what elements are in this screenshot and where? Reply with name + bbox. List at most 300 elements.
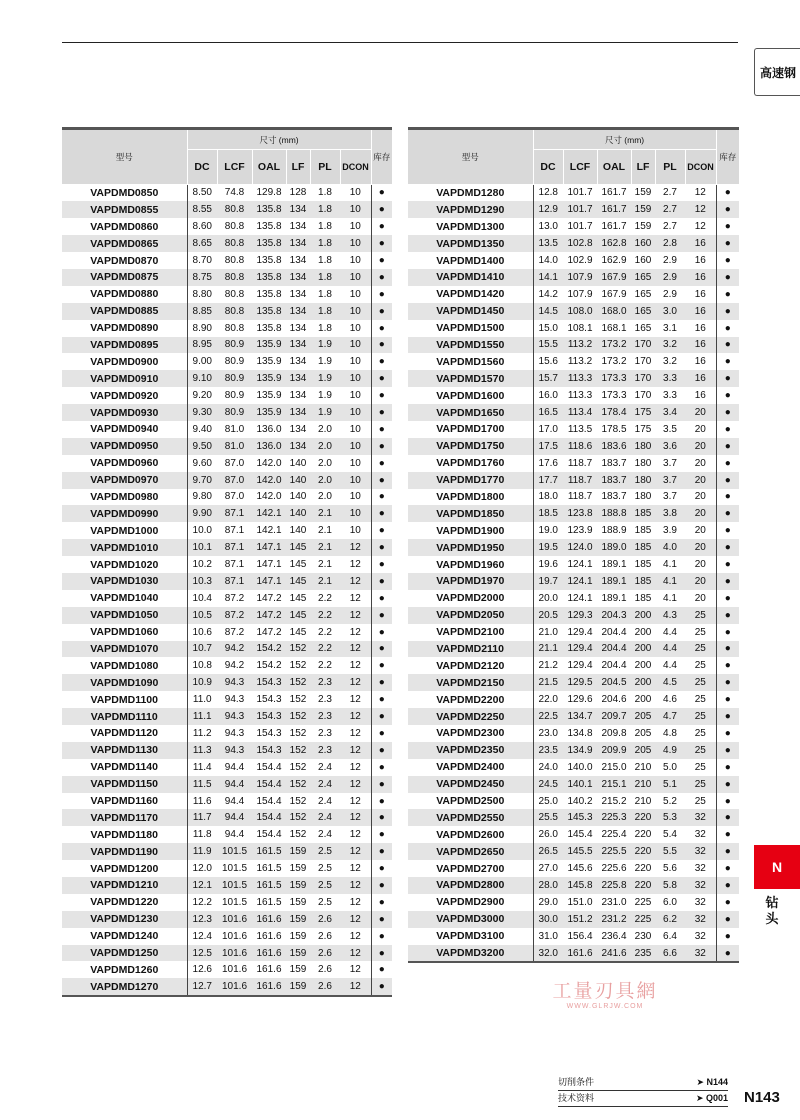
table-row: [62, 590, 392, 607]
dcon-cell: 12: [340, 708, 371, 725]
header-model: 型号: [62, 129, 187, 185]
table-row: [62, 573, 392, 590]
dcon-cell: 10: [349, 525, 361, 537]
dcon-cell: 25: [694, 626, 706, 638]
model-cell: VAPDMD1120: [62, 725, 187, 742]
dc-cell: 24.5: [533, 776, 563, 793]
lcf-cell: 161.6: [563, 945, 597, 963]
pl-cell: 4.4: [663, 660, 677, 672]
model-cell: VAPDMD2050: [408, 607, 533, 624]
dcon-cell: 10: [340, 472, 371, 489]
dc-cell: 15.6: [538, 356, 558, 368]
table-row: [408, 809, 739, 826]
pl-cell: 3.5: [663, 423, 677, 435]
dcon-cell: 20: [685, 472, 716, 489]
table-row: [408, 184, 739, 201]
dc-cell: 10.1: [187, 539, 217, 556]
dcon-cell: 12: [340, 607, 371, 624]
pl-cell: 2.9: [663, 255, 677, 266]
stock-dot: ●: [716, 928, 739, 945]
section-tab-n[interactable]: N: [754, 845, 800, 889]
stock-dot: ●: [716, 877, 739, 894]
table-row: [408, 235, 739, 252]
table-row: [62, 218, 392, 235]
lf-cell: 152: [289, 694, 307, 706]
lcf-cell: 87.0: [217, 472, 252, 489]
lcf-cell: 113.2: [563, 337, 597, 354]
lf-cell: 152: [289, 829, 307, 841]
table-row: [408, 404, 739, 421]
table-row: [408, 674, 739, 691]
stock-dot: ●: [371, 793, 392, 810]
pl-cell: 2.7: [663, 221, 677, 233]
model-cell: VAPDMD1550: [408, 337, 533, 354]
model-cell: VAPDMD1190: [62, 843, 187, 860]
dcon-cell: 32: [694, 863, 706, 875]
lcf-cell: 80.8: [224, 322, 245, 334]
lcf-cell: 94.3: [217, 708, 252, 725]
oal-cell: 147.1: [256, 559, 282, 571]
table-row: [62, 387, 392, 404]
dc-cell: 10.7: [187, 641, 217, 658]
pl-cell: 1.8: [318, 322, 332, 334]
lcf-cell: 129.6: [567, 694, 593, 706]
lf-cell: 145: [286, 539, 310, 556]
oal-cell: 215.0: [601, 761, 627, 773]
dc-cell: 11.6: [192, 795, 212, 807]
dcon-cell: 12: [340, 911, 371, 928]
lf-cell: 159: [289, 863, 307, 875]
oal-cell: 204.3: [597, 607, 631, 624]
oal-cell: 215.1: [597, 776, 631, 793]
dc-cell: 9.30: [187, 404, 217, 421]
table-row: [408, 776, 739, 793]
pl-cell: 5.6: [663, 863, 677, 875]
table-row: [62, 793, 392, 810]
oal-cell: 188.9: [601, 525, 627, 537]
oal-cell: 189.1: [597, 573, 631, 590]
oal-cell: 225.8: [597, 877, 631, 894]
stock-dot: ●: [371, 218, 392, 235]
lcf-cell: 80.8: [217, 303, 252, 320]
model-cell: VAPDMD0960: [62, 455, 187, 472]
pl-cell: 2.4: [318, 795, 332, 807]
dcon-cell: 10: [349, 187, 361, 199]
model-cell: VAPDMD2700: [408, 860, 533, 877]
stock-dot: ●: [716, 353, 739, 370]
model-cell: VAPDMD2400: [408, 759, 533, 776]
model-cell: VAPDMD1650: [408, 404, 533, 421]
lf-cell: 175: [631, 404, 655, 421]
pl-cell: 1.9: [318, 356, 332, 368]
table-row: [62, 337, 392, 354]
oal-cell: 154.3: [252, 674, 286, 691]
dcon-cell: 10: [349, 457, 361, 469]
dc-cell: 12.9: [533, 201, 563, 218]
dcon-cell: 12: [340, 978, 371, 996]
dcon-cell: 12: [349, 660, 361, 672]
lcf-cell: 87.0: [224, 457, 245, 469]
lf-cell: 145: [289, 626, 307, 638]
pl-cell: 6.0: [663, 896, 677, 908]
model-cell: VAPDMD0870: [62, 252, 187, 269]
lf-cell: 140: [289, 457, 307, 469]
lf-cell: 140: [286, 472, 310, 489]
oal-cell: 189.1: [601, 592, 627, 604]
stock-dot: ●: [716, 472, 739, 489]
oal-cell: 204.4: [601, 660, 627, 672]
table-row: [62, 877, 392, 894]
dcon-cell: 10: [349, 288, 361, 300]
table-row: [62, 201, 392, 218]
lcf-cell: 134.7: [563, 708, 597, 725]
table-row: [62, 826, 392, 843]
dcon-cell: 16: [685, 235, 716, 252]
lcf-cell: 94.4: [224, 829, 245, 841]
dcon-cell: 16: [694, 390, 706, 402]
stock-dot: ●: [371, 286, 392, 303]
table-row: [408, 387, 739, 404]
model-cell: VAPDMD0900: [62, 353, 187, 370]
dc-cell: 27.0: [538, 863, 558, 875]
dc-cell: 29.0: [538, 896, 558, 908]
lcf-cell: 101.5: [217, 843, 252, 860]
lf-cell: 220: [631, 877, 655, 894]
dc-cell: 12.2: [192, 896, 212, 908]
model-cell: VAPDMD1950: [408, 539, 533, 556]
lcf-cell: 87.1: [224, 559, 245, 571]
pl-cell: 2.2: [310, 607, 340, 624]
pl-cell: 4.0: [655, 539, 685, 556]
pl-cell: 4.9: [655, 742, 685, 759]
stock-dot: ●: [716, 776, 739, 793]
lcf-cell: 87.2: [224, 592, 245, 604]
stock-dot: ●: [371, 759, 392, 776]
model-cell: VAPDMD0990: [62, 505, 187, 522]
dcon-cell: 12: [349, 559, 361, 571]
lcf-cell: 87.0: [224, 491, 245, 503]
lcf-cell: 113.3: [567, 390, 593, 402]
dc-cell: 11.0: [192, 694, 212, 706]
pl-cell: 6.6: [655, 945, 685, 963]
pl-cell: 2.7: [663, 187, 677, 199]
model-cell: VAPDMD2800: [408, 877, 533, 894]
model-cell: VAPDMD1240: [62, 928, 187, 945]
watermark: [540, 976, 670, 1010]
dcon-cell: 25: [694, 727, 706, 739]
dcon-cell: 20: [685, 539, 716, 556]
model-cell: VAPDMD1030: [62, 573, 187, 590]
stock-dot: ●: [371, 843, 392, 860]
dc-cell: 22.0: [538, 694, 558, 706]
table-row: [408, 320, 739, 337]
dc-cell: 10.9: [187, 674, 217, 691]
stock-dot: ●: [716, 809, 739, 826]
table-row: [408, 911, 739, 928]
table-row: [408, 286, 739, 303]
lf-cell: 152: [286, 674, 310, 691]
model-cell: VAPDMD2200: [408, 691, 533, 708]
lf-cell: 200: [634, 626, 652, 638]
dcon-cell: 25: [694, 795, 706, 807]
section-label: 钻头: [765, 895, 779, 926]
dcon-cell: 20: [694, 559, 706, 571]
lcf-cell: 123.8: [563, 505, 597, 522]
dc-cell: 11.5: [187, 776, 217, 793]
lf-cell: 152: [289, 761, 307, 773]
stock-dot: ●: [716, 860, 739, 877]
lf-cell: 210: [631, 776, 655, 793]
lcf-cell: 80.8: [217, 235, 252, 252]
stock-dot: ●: [371, 472, 392, 489]
dcon-cell: 12: [685, 201, 716, 218]
table-row: [408, 894, 739, 911]
pl-cell: 2.3: [318, 727, 332, 739]
footer-ref-link[interactable]: ➤ N144: [696, 1077, 728, 1087]
dcon-cell: 32: [685, 877, 716, 894]
oal-cell: 142.0: [256, 491, 282, 503]
table-row: [408, 218, 739, 235]
lf-cell: 200: [634, 660, 652, 672]
lf-cell: 220: [634, 829, 652, 841]
lcf-cell: 134.8: [567, 727, 593, 739]
oal-cell: 162.9: [601, 255, 627, 266]
lf-cell: 200: [634, 694, 652, 706]
table-row: [62, 961, 392, 978]
lf-cell: 152: [289, 795, 307, 807]
dcon-cell: 32: [685, 945, 716, 963]
lcf-cell: 145.6: [567, 863, 593, 875]
stock-dot: ●: [716, 556, 739, 573]
stock-dot: ●: [371, 320, 392, 337]
dcon-cell: 12: [340, 843, 371, 860]
oal-cell: 142.0: [252, 472, 286, 489]
dc-cell: 9.80: [192, 491, 212, 503]
stock-dot: ●: [371, 421, 392, 438]
pl-cell: 1.9: [310, 370, 340, 387]
dc-cell: 8.75: [187, 269, 217, 286]
stock-dot: ●: [716, 387, 739, 404]
lf-cell: 165: [631, 269, 655, 286]
lcf-cell: 151.0: [567, 896, 593, 908]
header-dcon: DCON: [340, 150, 371, 185]
lf-cell: 159: [289, 964, 307, 976]
pl-cell: 4.4: [663, 626, 677, 638]
model-cell: VAPDMD0855: [62, 201, 187, 218]
table-row: [408, 505, 739, 522]
stock-dot: ●: [716, 337, 739, 354]
dc-cell: 9.70: [187, 472, 217, 489]
oal-cell: 231.2: [597, 911, 631, 928]
lf-cell: 220: [631, 809, 655, 826]
lcf-cell: 118.7: [567, 491, 593, 503]
lf-cell: 170: [631, 370, 655, 387]
lcf-cell: 87.1: [217, 505, 252, 522]
dcon-cell: 12: [340, 877, 371, 894]
lcf-cell: 94.4: [217, 809, 252, 826]
stock-dot: ●: [371, 725, 392, 742]
pl-cell: 2.2: [318, 626, 332, 638]
dcon-cell: 20: [685, 505, 716, 522]
stock-dot: ●: [716, 843, 739, 860]
stock-dot: ●: [371, 945, 392, 962]
pl-cell: 1.8: [318, 255, 332, 266]
model-cell: VAPDMD2100: [408, 624, 533, 641]
dc-cell: 12.0: [192, 863, 212, 875]
lf-cell: 159: [286, 911, 310, 928]
table-row: [62, 522, 392, 539]
table-row: [62, 320, 392, 337]
dcon-cell: 10: [349, 491, 361, 503]
dcon-cell: 12: [340, 776, 371, 793]
table-row: [62, 455, 392, 472]
dcon-cell: 10: [340, 370, 371, 387]
header-pl: PL: [310, 150, 340, 185]
model-cell: VAPDMD1010: [62, 539, 187, 556]
dc-cell: 24.0: [538, 761, 558, 773]
dc-cell: 23.5: [533, 742, 563, 759]
model-cell: VAPDMD1600: [408, 387, 533, 404]
pl-cell: 3.2: [663, 356, 677, 368]
stock-dot: ●: [371, 489, 392, 506]
oal-cell: 225.3: [597, 809, 631, 826]
pl-cell: 1.8: [310, 303, 340, 320]
dc-cell: 15.0: [538, 322, 558, 334]
oal-cell: 147.1: [252, 539, 286, 556]
stock-dot: ●: [716, 911, 739, 928]
dc-cell: 19.0: [538, 525, 558, 537]
lf-cell: 175: [634, 423, 652, 435]
table-row: [408, 641, 739, 658]
oal-cell: 147.2: [256, 592, 282, 604]
table-row: [62, 978, 392, 996]
oal-cell: 147.1: [252, 573, 286, 590]
table-row: [408, 522, 739, 539]
lf-cell: 134: [286, 337, 310, 354]
dcon-cell: 20: [685, 438, 716, 455]
dc-cell: 9.90: [187, 505, 217, 522]
lf-cell: 205: [631, 742, 655, 759]
dcon-cell: 10: [340, 505, 371, 522]
lf-cell: 160: [631, 235, 655, 252]
stock-dot: ●: [371, 607, 392, 624]
lcf-cell: 80.9: [224, 390, 245, 402]
oal-cell: 173.2: [601, 356, 627, 368]
footer-label: 切削条件: [558, 1077, 595, 1087]
oal-cell: 183.7: [601, 457, 627, 469]
dcon-cell: 12: [349, 896, 361, 908]
lcf-cell: 101.7: [567, 221, 593, 233]
dcon-cell: 12: [694, 187, 706, 199]
lf-cell: 205: [631, 708, 655, 725]
model-cell: VAPDMD1560: [408, 353, 533, 370]
dcon-cell: 12: [340, 573, 371, 590]
lf-cell: 180: [634, 491, 652, 503]
stock-dot: ●: [716, 404, 739, 421]
dcon-cell: 16: [685, 303, 716, 320]
oal-cell: 204.4: [597, 641, 631, 658]
table-row: [62, 607, 392, 624]
lf-cell: 152: [289, 727, 307, 739]
stock-dot: ●: [716, 793, 739, 810]
pl-cell: 2.6: [310, 945, 340, 962]
stock-dot: ●: [716, 708, 739, 725]
model-cell: VAPDMD1220: [62, 894, 187, 911]
header-lf: LF: [286, 150, 310, 185]
pl-cell: 1.9: [318, 390, 332, 402]
oal-cell: 161.5: [252, 877, 286, 894]
lcf-cell: 129.3: [563, 607, 597, 624]
table-row: [62, 860, 392, 877]
model-cell: VAPDMD2650: [408, 843, 533, 860]
table-row: [62, 370, 392, 387]
lf-cell: 160: [634, 255, 652, 266]
stock-dot: ●: [371, 522, 392, 539]
oal-cell: 154.2: [252, 641, 286, 658]
footer-ref-link[interactable]: ➤ Q001: [695, 1093, 728, 1103]
oal-cell: 136.0: [252, 438, 286, 455]
table-row: [62, 438, 392, 455]
lf-cell: 210: [634, 795, 652, 807]
model-cell: VAPDMD1150: [62, 776, 187, 793]
model-cell: VAPDMD2600: [408, 826, 533, 843]
footer-row-technical[interactable]: [558, 1091, 728, 1107]
lf-cell: 165: [634, 322, 652, 334]
stock-dot: ●: [371, 641, 392, 658]
dcon-cell: 10: [349, 390, 361, 402]
lcf-cell: 101.5: [221, 896, 248, 908]
table-row: [62, 708, 392, 725]
oal-cell: 209.9: [597, 742, 631, 759]
dc-cell: 20.0: [538, 592, 558, 604]
pl-cell: 4.8: [663, 727, 677, 739]
dc-cell: 9.10: [187, 370, 217, 387]
model-cell: VAPDMD0940: [62, 421, 187, 438]
lcf-cell: 94.3: [217, 674, 252, 691]
lf-cell: 140: [286, 505, 310, 522]
stock-dot: ●: [371, 539, 392, 556]
oal-cell: 129.8: [256, 187, 282, 199]
lcf-cell: 87.1: [217, 573, 252, 590]
stock-dot: ●: [716, 945, 739, 963]
lcf-cell: 101.5: [217, 877, 252, 894]
footer-refs: [558, 1075, 728, 1107]
pl-cell: 4.6: [663, 694, 677, 706]
oal-cell: 188.8: [597, 505, 631, 522]
oal-cell: 209.8: [601, 727, 627, 739]
table-row: [62, 945, 392, 962]
footer-row-cutting[interactable]: [558, 1075, 728, 1091]
lf-cell: 152: [286, 742, 310, 759]
lcf-cell: 80.8: [224, 221, 245, 233]
dcon-cell: 12: [349, 829, 361, 841]
lcf-cell: 101.6: [217, 945, 252, 962]
table-row: [62, 911, 392, 928]
lf-cell: 140: [289, 491, 307, 503]
model-cell: VAPDMD0895: [62, 337, 187, 354]
pl-cell: 1.8: [318, 187, 332, 199]
lf-cell: 170: [631, 337, 655, 354]
model-cell: VAPDMD0930: [62, 404, 187, 421]
oal-cell: 204.5: [597, 674, 631, 691]
stock-dot: ●: [371, 184, 392, 201]
pl-cell: 2.6: [310, 978, 340, 996]
stock-dot: ●: [716, 674, 739, 691]
model-cell: VAPDMD1200: [62, 860, 187, 877]
header-lcf: LCF: [563, 150, 597, 185]
model-cell: VAPDMD0860: [62, 218, 187, 235]
oal-cell: 225.6: [601, 863, 627, 875]
